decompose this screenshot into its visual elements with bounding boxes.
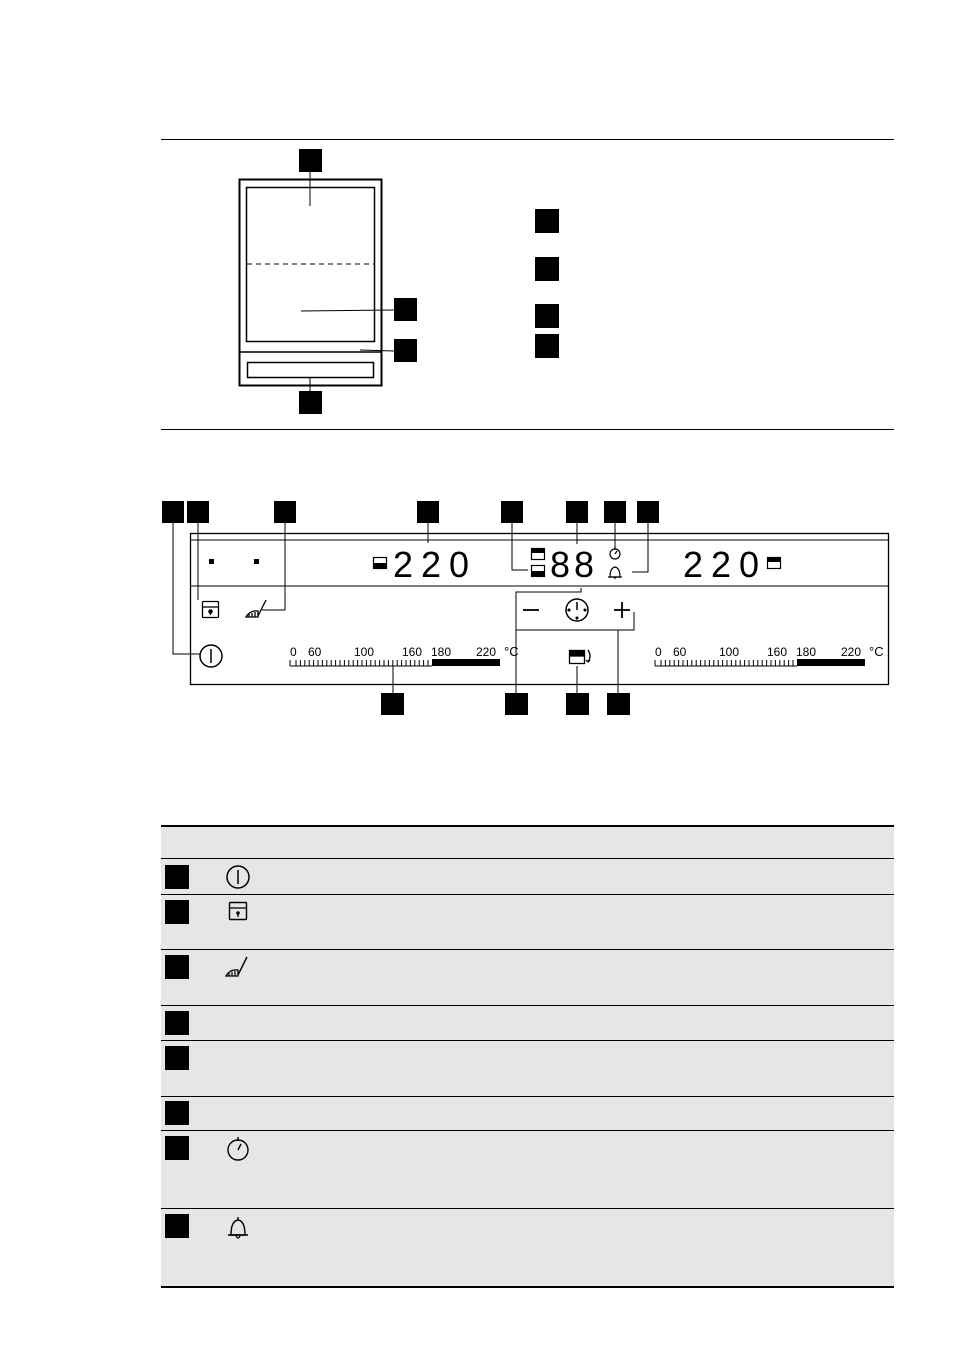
- callout-box: [505, 693, 528, 715]
- callout-box: [566, 501, 588, 523]
- right-scale-label-0: 0: [655, 645, 662, 659]
- table-top-rule: [161, 825, 894, 827]
- callout-box: [381, 693, 404, 715]
- callout-box: [394, 339, 417, 362]
- callout-box: [607, 693, 630, 715]
- left-scale-label-5: 220: [476, 645, 497, 659]
- left-oven-icon: [374, 558, 387, 569]
- row-number-box: [165, 1101, 189, 1125]
- row-number-box: [165, 1214, 189, 1238]
- child-lock-icon: [226, 899, 250, 923]
- table-row: [161, 1097, 894, 1130]
- left-temp-display: 220: [393, 544, 478, 585]
- right-scale-label-3: 160: [767, 645, 788, 659]
- display-timer-icon: [610, 547, 620, 559]
- legend-box-1: [535, 209, 559, 233]
- right-oven-icon: [768, 558, 781, 569]
- table-row: [161, 859, 894, 894]
- left-scale-unit: °C: [504, 644, 519, 659]
- legend-box-3: [535, 304, 559, 328]
- cavity-switch-icon: [570, 650, 591, 664]
- callout-box: [417, 501, 439, 523]
- callout-box: [501, 501, 523, 523]
- callout-box: [394, 298, 417, 321]
- legend-box-4: [535, 334, 559, 358]
- table-row: [161, 1006, 894, 1040]
- power-icon: [225, 864, 251, 890]
- table-row: [161, 950, 894, 1005]
- table-header-bg: [161, 826, 894, 858]
- table-row: [161, 1041, 894, 1096]
- cleaning-panel-icon: [246, 600, 266, 617]
- minute-minder-icon: [225, 1135, 251, 1163]
- callout-box: [274, 501, 296, 523]
- plus-icon: [614, 602, 630, 618]
- right-scale-label-2: 100: [719, 645, 740, 659]
- callout-box: [637, 501, 659, 523]
- row-number-box: [165, 1136, 189, 1160]
- callout-box: [299, 391, 322, 414]
- table-row: [161, 1209, 894, 1286]
- table-row: [161, 1131, 894, 1208]
- row-number-box: [165, 865, 189, 889]
- callout-box: [187, 501, 209, 523]
- callout-box: [604, 501, 626, 523]
- right-scale-unit: °C: [869, 644, 884, 659]
- row-number-box: [165, 900, 189, 924]
- row-number-box: [165, 1046, 189, 1070]
- row-number-box: [165, 955, 189, 979]
- left-scale-label-3: 160: [402, 645, 423, 659]
- control-panel-diagram: [150, 490, 900, 720]
- power-panel-icon: [200, 645, 222, 667]
- oven-front-diagram: [160, 140, 460, 430]
- left-temperature-scale: [290, 644, 519, 666]
- table-bottom-rule: [161, 1286, 894, 1288]
- clock-icon: [566, 599, 588, 621]
- left-scale-label-2: 100: [354, 645, 375, 659]
- callout-box: [299, 149, 322, 172]
- right-scale-label-4: 180: [796, 645, 817, 659]
- table-row: [161, 895, 894, 949]
- legend-box-2: [535, 257, 559, 281]
- left-scale-label-4: 180: [431, 645, 452, 659]
- right-scale-label-1: 60: [673, 645, 687, 659]
- left-scale-label-1: 60: [308, 645, 322, 659]
- left-scale-label-0: 0: [290, 645, 297, 659]
- right-temp-display: 220: [683, 544, 768, 585]
- child-lock-panel-icon: [203, 602, 219, 618]
- cleaning-icon: [224, 954, 252, 980]
- right-temperature-scale: [655, 644, 884, 666]
- row-number-box: [165, 1011, 189, 1035]
- alarm-bell-icon: [225, 1213, 251, 1241]
- callout-box: [566, 693, 589, 715]
- display-bell-icon: [608, 567, 622, 579]
- center-oven-icons: [532, 549, 545, 577]
- callout-box: [162, 501, 184, 523]
- center-time-display: 88: [550, 544, 599, 585]
- mid-rule: [161, 429, 894, 430]
- right-scale-label-5: 220: [841, 645, 862, 659]
